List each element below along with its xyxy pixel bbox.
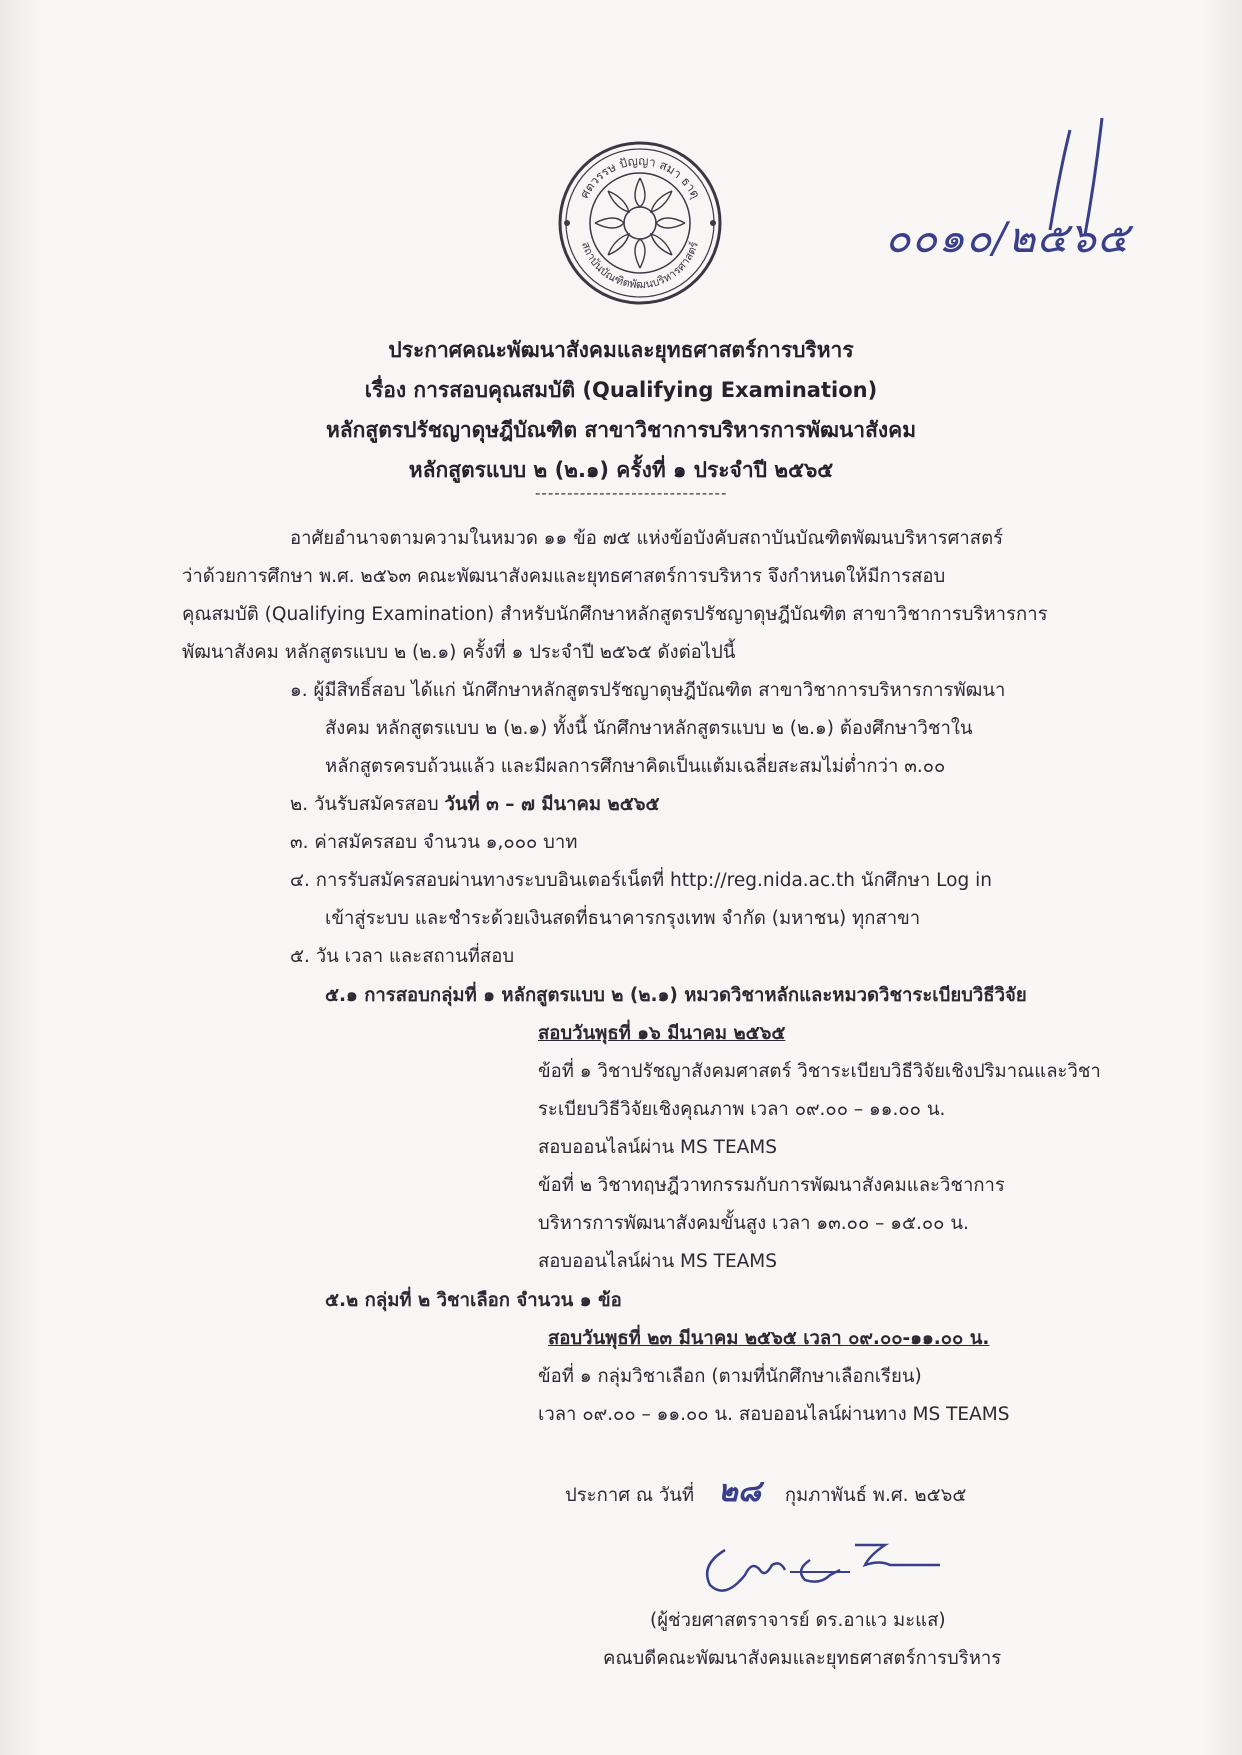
svg-text:สถาบันบัณฑิตพัฒนบริหารศาสตร์: สถาบันบัณฑิตพัฒนบริหารศาสตร์ xyxy=(578,240,702,292)
announce-date xyxy=(565,1468,966,1515)
announce-prefix: ประกาศ ณ วันที่ xyxy=(565,1485,695,1506)
intro-line-1: อาศัยอำนาจตามความในหมวด ๑๑ ข้อ ๗๕ แห่งข้อบังคับสถาบันบัณฑิตพัฒนบริหารศาสตร์ xyxy=(290,528,1004,549)
item-5: ๕. วัน เวลา และสถานที่สอบ xyxy=(290,946,515,967)
announce-suffix: กุมภาพันธ์ พ.ศ. ๒๕๖๕ xyxy=(784,1485,967,1506)
title-divider: ------------------------------ xyxy=(535,484,728,502)
item-1-line-1: ๑. ผู้มีสิทธิ์สอบ ได้แก่ นักศึกษาหลักสูตรปรัชญาดุษฎีบัณฑิต สาขาวิชาการบริหารการพัฒนา xyxy=(290,680,1006,701)
item-2-dates: วันที่ ๓ – ๗ มีนาคม ๒๕๖๕ xyxy=(444,794,660,815)
item-4-line-2: เข้าสู่ระบบ และชำระด้วยเงินสดที่ธนาคารกรุงเทพ จำกัด (มหาชน) ทุกสาขา xyxy=(325,908,921,929)
signer-name: (ผู้ช่วยศาสตราจารย์ ดร.อาแว มะแส) xyxy=(650,1610,946,1631)
section-5-2-line-1: ข้อที่ ๑ กลุ่มวิชาเลือก (ตามที่นักศึกษาเลือกเรียน) xyxy=(538,1366,922,1387)
section-5-1-line-1: ข้อที่ ๑ วิชาปรัชญาสังคมศาสตร์ วิชาระเบียบวิธีวิจัยเชิงปริมาณและวิชา xyxy=(538,1061,1101,1082)
document-number: ๐๐๑๐/๒๕๖๕ xyxy=(885,213,1130,262)
item-1-line-3: หลักสูตรครบถ้วนแล้ว และมีผลการศึกษาคิดเป็นแต้มเฉลี่ยสะสมไม่ต่ำกว่า ๓.๐๐ xyxy=(325,756,946,777)
section-5-1-line-5: บริหารการพัฒนาสังคมขั้นสูง เวลา ๑๓.๐๐ – ๑๕.๐๐ น. xyxy=(538,1213,969,1234)
section-5-1-heading: ๕.๑ การสอบกลุ่มที่ ๑ หลักสูตรแบบ ๒ (๒.๑) หมวดวิชาหลักและหมวดวิชาระเบียบวิธีวิจัย xyxy=(325,985,1027,1006)
title-line-1: ประกาศคณะพัฒนาสังคมและยุทธศาสตร์การบริหาร xyxy=(388,338,854,362)
section-5-1-date: สอบวันพุธที่ ๑๖ มีนาคม ๒๕๖๕ xyxy=(538,1023,786,1044)
intro-line-2: ว่าด้วยการศึกษา พ.ศ. ๒๕๖๓ คณะพัฒนาสังคมและยุทธศาสตร์การบริหาร จึงกำหนดให้มีการสอบ xyxy=(182,566,946,587)
section-5-1-line-3: สอบออนไลน์ผ่าน MS TEAMS xyxy=(538,1137,777,1158)
section-5-2-date: สอบวันพุธที่ ๒๓ มีนาคม ๒๕๖๕ เวลา ๐๙.๐๐-๑๑.๐๐ น. xyxy=(548,1328,990,1349)
section-5-1-line-6: สอบออนไลน์ผ่าน MS TEAMS xyxy=(538,1251,777,1272)
signer-title: คณบดีคณะพัฒนาสังคมและยุทธศาสตร์การบริหาร xyxy=(603,1648,1002,1669)
title-line-2: เรื่อง การสอบคุณสมบัติ (Qualifying Examination) xyxy=(364,378,878,402)
item-1-line-2: สังคม หลักสูตรแบบ ๒ (๒.๑) ทั้งนี้ นักศึกษาหลักสูตรแบบ ๒ (๒.๑) ต้องศึกษาวิชาใน xyxy=(325,718,973,739)
announce-day: ๒๘ xyxy=(718,1474,761,1509)
section-5-2-line-2: เวลา ๐๙.๐๐ – ๑๑.๐๐ น. สอบออนไลน์ผ่านทาง MS TEAMS xyxy=(538,1404,1010,1425)
signature-icon xyxy=(690,1520,970,1610)
handwritten-stroke-icon xyxy=(1040,110,1120,250)
section-5-2-heading: ๕.๒ กลุ่มที่ ๒ วิชาเลือก จำนวน ๑ ข้อ xyxy=(325,1290,622,1311)
item-4-line-1: ๔. การรับสมัครสอบผ่านทางระบบอินเตอร์เน็ตที่ http://reg.nida.ac.th นักศึกษา Log in xyxy=(290,870,992,891)
item-3: ๓. ค่าสมัครสอบ จำนวน ๑,๐๐๐ บาท xyxy=(290,832,578,853)
title-line-4: หลักสูตรแบบ ๒ (๒.๑) ครั้งที่ ๑ ประจำปี ๒๕๖๕ xyxy=(408,458,834,482)
item-2-label: ๒. วันรับสมัครสอบ xyxy=(290,794,439,815)
title-line-3: หลักสูตรปรัชญาดุษฎีบัณฑิต สาขาวิชาการบริหารการพัฒนาสังคม xyxy=(325,418,917,442)
item-2 xyxy=(290,790,660,819)
institute-seal-logo xyxy=(555,138,725,308)
svg-text:ศตวรรษ ปัญญา สมา ธาตุ: ศตวรรษ ปัญญา สมา ธาตุ xyxy=(577,153,703,201)
section-5-1-line-4: ข้อที่ ๒ วิชาทฤษฎีวาทกรรมกับการพัฒนาสังคมและวิชาการ xyxy=(538,1175,1005,1196)
intro-line-4: พัฒนาสังคม หลักสูตรแบบ ๒ (๒.๑) ครั้งที่ ๑ ประจำปี ๒๕๖๕ ดังต่อไปนี้ xyxy=(182,642,736,663)
intro-line-3: คุณสมบัติ (Qualifying Examination) สำหรับนักศึกษาหลักสูตรปรัชญาดุษฎีบัณฑิต สาขาวิชาการบริหารการ xyxy=(182,604,1048,625)
section-5-1-line-2: ระเบียบวิธีวิจัยเชิงคุณภาพ เวลา ๐๙.๐๐ – ๑๑.๐๐ น. xyxy=(538,1099,946,1120)
